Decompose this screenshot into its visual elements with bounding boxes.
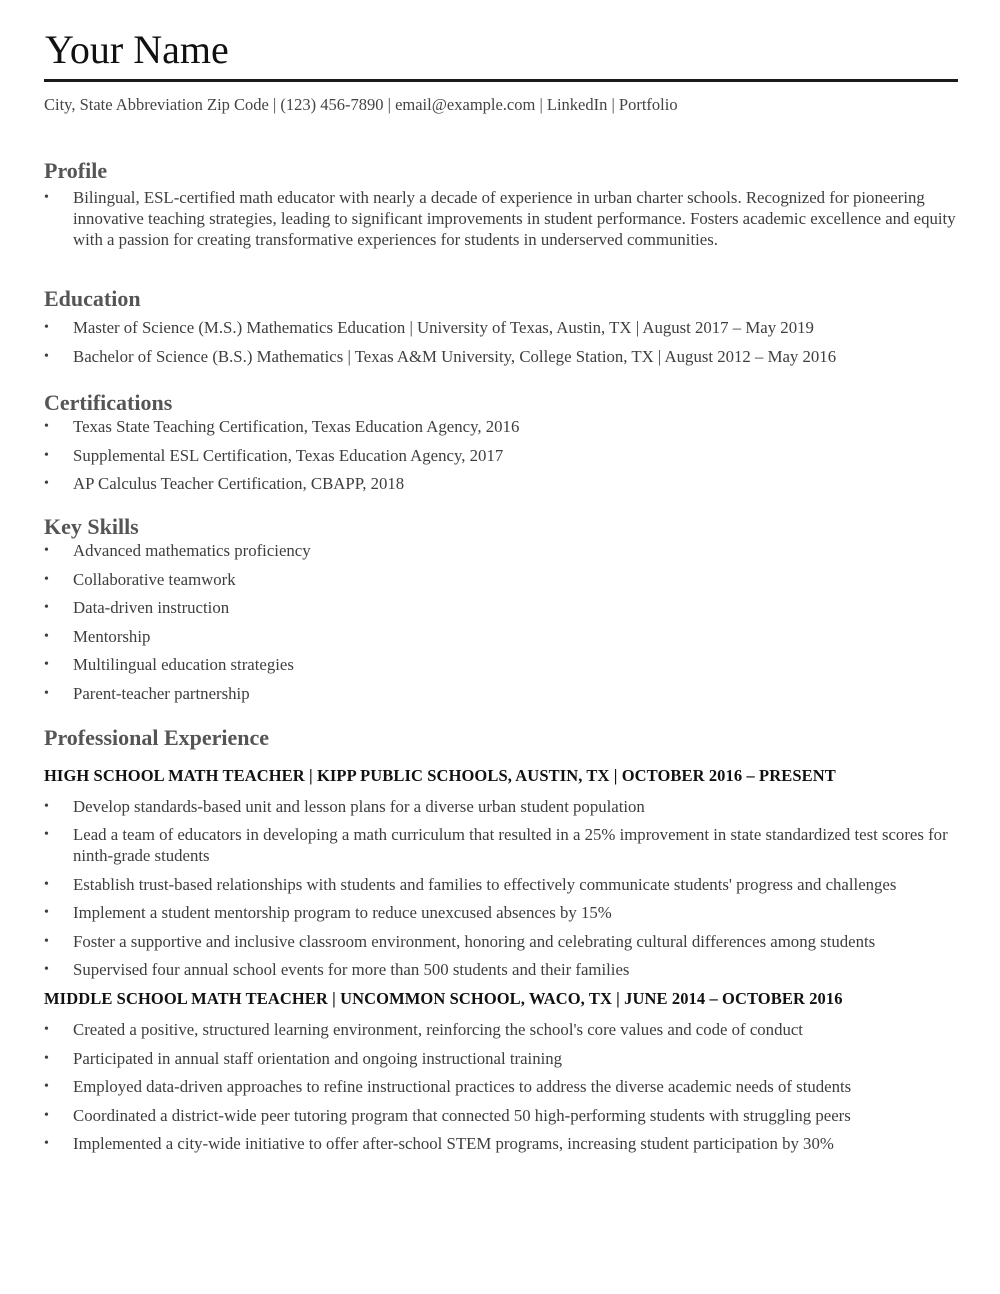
certifications-list (44, 416, 958, 494)
job-duty-text: Participated in annual staff orientation and ongoing instructional training (73, 1048, 563, 1068)
bullet-icon: • (44, 905, 49, 921)
skill-item-text: Collaborative teamwork (73, 569, 236, 589)
skill-item-text: Multilingual education strategies (73, 655, 294, 674)
job-duty-text: Coordinated a district-wide peer tutoring program that connected 50 high-performing students with struggling peers (73, 1105, 851, 1125)
contact-line: City, State Abbreviation Zip Code | (123) 456-7890 | email@example.com | LinkedIn | Portfolio (44, 95, 678, 114)
bullet-icon: • (44, 419, 49, 434)
bullet-icon: • (44, 962, 49, 978)
bullet-icon: • (44, 933, 49, 949)
skill-item (44, 683, 958, 704)
job-duty-item (44, 824, 958, 866)
skill-item (44, 597, 958, 618)
job-duties-list (44, 796, 958, 981)
job-duty-text: Implemented a city-wide initiative to offer after-school STEM programs, increasing student participation by 30% (73, 1134, 834, 1154)
certification-item-text: AP Calculus Teacher Certification, CBAPP, 2018 (73, 474, 405, 493)
experience-section (44, 725, 958, 1155)
skills-heading: Key Skills (44, 514, 139, 539)
bullet-icon: • (44, 476, 49, 491)
bullet-icon: • (44, 628, 49, 644)
education-list (44, 317, 958, 367)
job-heading: MIDDLE SCHOOL MATH TEACHER | UNCOMMON SCHOOL, WACO, TX | JUNE 2014 – OCTOBER 2016 (44, 989, 843, 1009)
job-duty-item (44, 931, 958, 952)
job-duty-item (44, 874, 958, 895)
resume-page (44, 0, 958, 1162)
skill-item-text: Parent-teacher partnership (73, 683, 250, 703)
profile-item-text: Bilingual, ESL-certified math educator with nearly a decade of experience in urban charter schools. Recognized for pioneering innovative teaching strategies, leading to significant improvements in student performance. Fosters academic excellence and equity with a passion for creating transformative experiences for students in underserved communities. (73, 188, 956, 249)
job-duty-text: Lead a team of educators in developing a math curriculum that resulted in a 25% improvement in state standardized test scores for ninth-grade students (73, 825, 948, 866)
bullet-icon: • (44, 827, 49, 843)
bullet-icon: • (44, 798, 49, 814)
job-duty-item (44, 1048, 958, 1069)
skills-section (44, 514, 958, 704)
bullet-icon: • (44, 876, 49, 892)
job-duty-text: Created a positive, structured learning environment, reinforcing the school's core values and code of conduct (73, 1020, 803, 1040)
bullet-icon: • (44, 685, 49, 701)
header-divider (44, 79, 958, 82)
bullet-icon: • (44, 1079, 49, 1095)
job-duty-text: Develop standards-based unit and lesson plans for a diverse urban student population (73, 796, 645, 816)
profile-heading: Profile (44, 158, 108, 183)
certifications-heading: Certifications (44, 390, 173, 415)
skill-item-text: Advanced mathematics proficiency (73, 541, 311, 560)
skill-item (44, 540, 958, 561)
bullet-icon: • (44, 190, 49, 205)
bullet-icon: • (44, 447, 49, 463)
education-section (44, 286, 958, 367)
certification-item (44, 445, 958, 466)
profile-item (44, 187, 958, 250)
education-item-text: Bachelor of Science (B.S.) Mathematics | Texas A&M University, College Station, TX | August 2012 – May 2016 (73, 347, 837, 366)
job-duty-item (44, 796, 958, 817)
bullet-icon: • (44, 320, 49, 335)
profile-list (44, 187, 958, 250)
job-duty-text: Implement a student mentorship program to reduce unexcused absences by 15% (73, 903, 612, 923)
job-duty-item (44, 1019, 958, 1040)
job-duty-item (44, 1105, 958, 1126)
job-duty-item (44, 902, 958, 923)
candidate-name: Your Name (45, 27, 229, 72)
education-item-text: Master of Science (M.S.) Mathematics Education | University of Texas, Austin, TX | August 2017 – May 2019 (73, 318, 814, 337)
job-duty-text: Supervised four annual school events for more than 500 students and their families (73, 960, 630, 980)
profile-section (44, 158, 958, 250)
bullet-icon: • (44, 571, 49, 587)
bullet-icon: • (44, 600, 49, 615)
certifications-section (44, 390, 958, 494)
job-duty-text: Employed data-driven approaches to refine instructional practices to address the diverse academic needs of students (73, 1077, 852, 1097)
bullet-icon: • (44, 1107, 49, 1123)
job-duty-item (44, 1133, 958, 1154)
certification-item (44, 416, 958, 437)
bullet-icon: • (44, 1022, 49, 1038)
skill-item (44, 569, 958, 590)
bullet-icon: • (44, 657, 49, 672)
skill-item (44, 626, 958, 647)
bullet-icon: • (44, 543, 49, 558)
skill-item-text: Mentorship (73, 626, 151, 646)
skill-item (44, 654, 958, 675)
job-heading: HIGH SCHOOL MATH TEACHER | KIPP PUBLIC SCHOOLS, AUSTIN, TX | OCTOBER 2016 – PRESENT (44, 765, 836, 785)
education-heading: Education (44, 286, 141, 311)
certification-item (44, 473, 958, 494)
bullet-icon: • (44, 349, 49, 364)
bullet-icon: • (44, 1050, 49, 1066)
skills-list (44, 540, 958, 704)
certification-item-text: Supplemental ESL Certification, Texas Education Agency, 2017 (73, 445, 504, 465)
job-duty-text: Foster a supportive and inclusive classroom environment, honoring and celebrating cultural differences among students (73, 931, 876, 951)
job-duty-item (44, 1076, 958, 1097)
certification-item-text: Texas State Teaching Certification, Texas Education Agency, 2016 (73, 417, 520, 436)
job-duty-item (44, 959, 958, 980)
job-duty-text: Establish trust-based relationships with students and families to effectively communicate students' progress and challenges (73, 874, 897, 894)
experience-heading: Professional Experience (44, 724, 270, 750)
skill-item-text: Data-driven instruction (73, 598, 230, 617)
education-item (44, 317, 958, 338)
education-item (44, 346, 958, 367)
job-duties-list (44, 1019, 958, 1154)
bullet-icon: • (44, 1136, 49, 1152)
